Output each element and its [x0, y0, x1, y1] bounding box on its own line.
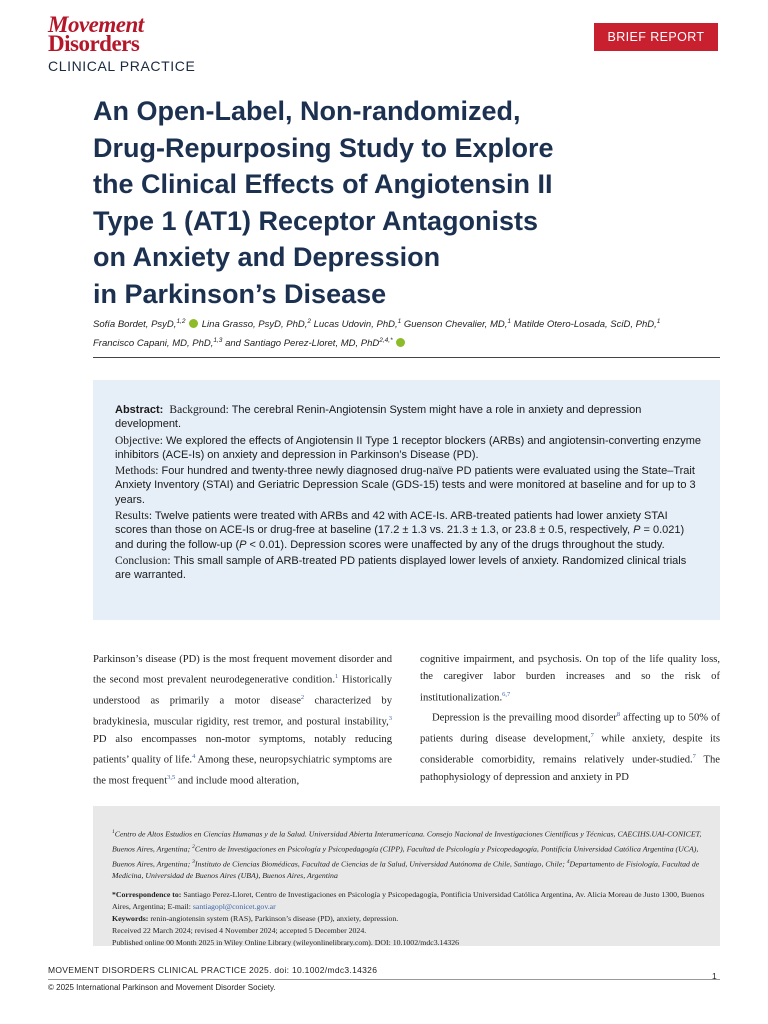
body-paragraph [420, 706, 720, 786]
body-text-run: characterized by bradykinesia, muscular rigidity, rest tremor, and postural instability, [93, 695, 392, 728]
body-text-run: Depression is the prevailing mood disorder [432, 712, 617, 724]
footer-copyright: © 2025 International Parkinson and Movement Disorder Society. [48, 983, 276, 992]
body-text-run: PD also encompasses non-motor symptoms, notably reducing patients’ quality of life. [93, 733, 392, 766]
conclusion-label: Conclusion: [115, 554, 171, 567]
author-name: Francisco Capani, MD, PhD, [93, 338, 214, 350]
abstract-background [115, 403, 703, 432]
title-line: An Open-Label, Non-randomized, [93, 96, 521, 126]
objective-label: Objective: [115, 434, 163, 447]
p-symbol: P [239, 538, 247, 551]
body-text-run: Historically understood as primarily a motor disease [93, 674, 392, 707]
author-name: Lucas Udovin, PhD, [313, 319, 398, 331]
correspondence-text: Santiago Perez-Lloret, Centro de Investigaciones en Psicología y Psicopedagogía, Pontificia Universidad Católica Argentina, Av. Alicia Moreau de Justo 1300, Buenos Aires, Argentina; E-mail: [112, 889, 705, 911]
abstract-objective [115, 434, 703, 463]
author-line-1 [93, 314, 733, 333]
body-text-run: cognitive impairment, and psychosis. On top of the life quality loss, the caregiver labor burden increases and so the risk of institutionalization. [420, 654, 720, 704]
correspondence [112, 889, 708, 913]
author-line-2 [93, 333, 733, 352]
journal-section-label: CLINICAL PRACTICE [48, 58, 196, 74]
orcid-icon[interactable] [189, 319, 198, 328]
author-list [93, 314, 733, 352]
title-line: in Parkinson’s Disease [93, 278, 387, 309]
keywords [112, 913, 708, 925]
email-link[interactable]: santiagopl@conicet.gov.ar [192, 901, 276, 911]
footer-journal-citation: MOVEMENT DISORDERS CLINICAL PRACTICE 2025. doi: 10.1002/mdc3.14326 [48, 965, 378, 975]
citation-ref[interactable]: 7 [692, 753, 696, 761]
abstract [115, 403, 703, 585]
article-title [93, 93, 733, 312]
body-column-left [93, 651, 392, 790]
body-paragraph [93, 651, 392, 790]
affiliation-text: Departamento de Fisiología, Facultad de Medicina, Universidad de Buenos Aires (UBA), Buenos Aires, Argentina [112, 859, 700, 881]
author-name: and Santiago Perez-Lloret, MD, PhD [225, 338, 380, 350]
footer-divider [48, 979, 720, 980]
citation-ref[interactable]: 3,5 [167, 773, 176, 781]
affiliation-ref: 2 [307, 318, 311, 325]
affiliation-number: 1 [112, 829, 115, 835]
journal-logo-line2: Disorders [48, 31, 140, 56]
results-label: Results: [115, 510, 153, 523]
correspondence-label: *Correspondence to: [112, 889, 182, 899]
affiliation-ref: 1,2 [176, 318, 186, 325]
title-line: the Clinical Effects of Angiotensin II [93, 169, 553, 199]
body-text-run: and include mood alteration, [175, 775, 300, 787]
affiliation-ref: 1,3 [213, 337, 223, 345]
affiliation-text: Centro de Altos Estudios en Ciencias Humanas y de la Salud. Universidad Abierta Interamericana. Consejo Nacional de Investigaciones Científicas y Técnicas, CAECIHS.UAI-CONICET, Buenos Aires, Argentina; [112, 829, 702, 854]
body-column-right [420, 651, 720, 786]
article-type-badge: BRIEF REPORT [594, 23, 718, 51]
body-paragraph [420, 651, 720, 706]
title-divider [93, 357, 720, 358]
abstract-results [115, 509, 703, 552]
affiliation-ref: 1 [656, 318, 661, 325]
results-text: Twelve patients were treated with ARBs and 42 with ACE-Is. ARB-treated patients had lower anxiety STAI scores than those on ACE-Is or drug-free at baseline (17.2 ± 1.3 vs. 21.3 ± 1.3, or 23.8 ± 0.5, respectively, [115, 510, 668, 537]
affiliation-number: 4 [566, 858, 570, 865]
author-name: Lina Grasso, PsyD, PhD, [201, 319, 308, 331]
results-text: < 0.01). Depression scores were unaffected by any of the drugs throughout the study. [246, 538, 665, 551]
methods-label: Methods: [115, 465, 159, 478]
body-text-run: The pathophysiology of depression and anxiety in PD [420, 754, 720, 783]
footnotes [112, 826, 708, 950]
p-symbol: P [633, 524, 641, 537]
title-line: Drug-Repurposing Study to Explore [93, 132, 554, 163]
title-line: on Anxiety and Depression [93, 242, 441, 272]
background-label: Background: [169, 404, 229, 416]
body-text-run: Parkinson’s disease (PD) is the most frequent movement disorder and the second most prevalent neurodegenerative condition. [93, 654, 392, 686]
abstract-methods [115, 464, 703, 507]
results-text: = 0.021) and during the follow-up ( [115, 524, 685, 551]
objective-text: We explored the effects of Angiotensin II Type 1 receptor blockers (ARBs) and angiotensin-converting enzyme inhibitors (ACE-Is) on anxiety and depression in Parkinson’s Disease (PD). [115, 434, 701, 461]
affiliation-number: 2 [192, 843, 195, 850]
page-number: 1 [712, 971, 717, 981]
author-name: Sofía Bordet, PsyD, [93, 319, 177, 331]
citation-ref[interactable]: 8 [616, 711, 621, 719]
citation-ref[interactable]: 4 [192, 753, 196, 761]
author-name: Guenson Chevalier, MD, [403, 319, 508, 331]
citation-ref[interactable]: 1 [334, 673, 339, 681]
affiliation-text: Centro de Investigaciones en Psicología y Psicopedagogía (CIPP), Facultad de Psicología y Psicopedagogía, Pontificia Universidad Católica Argentina (UCA), Buenos Aires, Argentina; [112, 844, 699, 869]
affiliation-ref: 1 [397, 318, 402, 325]
keywords-text: renin-angiotensin system (RAS), Parkinson’s disease (PD), anxiety, depression. [148, 914, 399, 923]
citation-ref[interactable]: 2 [300, 694, 305, 702]
affiliation-text: Instituto de Ciencias Biomédicas, Facultad de Ciencias de la Salud, Universidad Autónoma de Chile, Santiago, Chile; [194, 859, 567, 869]
background-text: The cerebral Renin-Angiotensin System might have a role in anxiety and depression development. [115, 404, 642, 431]
orcid-icon[interactable] [396, 338, 405, 347]
body-text-run: while anxiety, despite its considerable comorbidity, remains relatively under-studied. [420, 733, 720, 766]
affiliation-number: 3 [192, 858, 195, 865]
title-line: Type 1 (AT1) Receptor Antagonists [93, 205, 539, 236]
citation-ref[interactable]: 3 [388, 714, 392, 722]
publication-info: Published online 00 Month 2025 in Wiley Online Library (wileyonlinelibrary.com). DOI: 10.1002/mdc3.14326 [112, 938, 460, 948]
keywords-label: Keywords: [112, 914, 149, 923]
methods-text: Four hundred and twenty-three newly diagnosed drug-naïve PD patients were evaluated using the State–Trait Anxiety Inventory (STAI) and Geriatric Depression Scale (GDS-15) tests and were monitored at baseline and for up to 3 years. [115, 465, 696, 506]
citation-ref[interactable]: 6,7 [502, 690, 511, 698]
journal-logo-line1: Movement [48, 12, 144, 37]
body-text-run: affecting up to 50% of patients during disease development, [420, 712, 720, 745]
affiliation-ref: 1 [507, 318, 511, 325]
affiliations [112, 826, 708, 883]
conclusion-text: This small sample of ARB-treated PD patients displayed lower levels of anxiety. Randomized clinical trials are warranted. [115, 554, 687, 582]
author-name: Matilde Otero-Losada, SciD, PhD, [513, 319, 657, 331]
affiliation-ref: 2,4,* [379, 337, 393, 345]
citation-ref[interactable]: 7 [590, 732, 594, 740]
received-dates: Received 22 March 2024; revised 4 November 2024; accepted 5 December 2024. [112, 926, 367, 936]
abstract-heading: Abstract: [115, 404, 164, 416]
abstract-conclusion [115, 554, 703, 583]
body-text-run: Among these, neuropsychiatric symptoms are the most frequent [93, 754, 392, 787]
